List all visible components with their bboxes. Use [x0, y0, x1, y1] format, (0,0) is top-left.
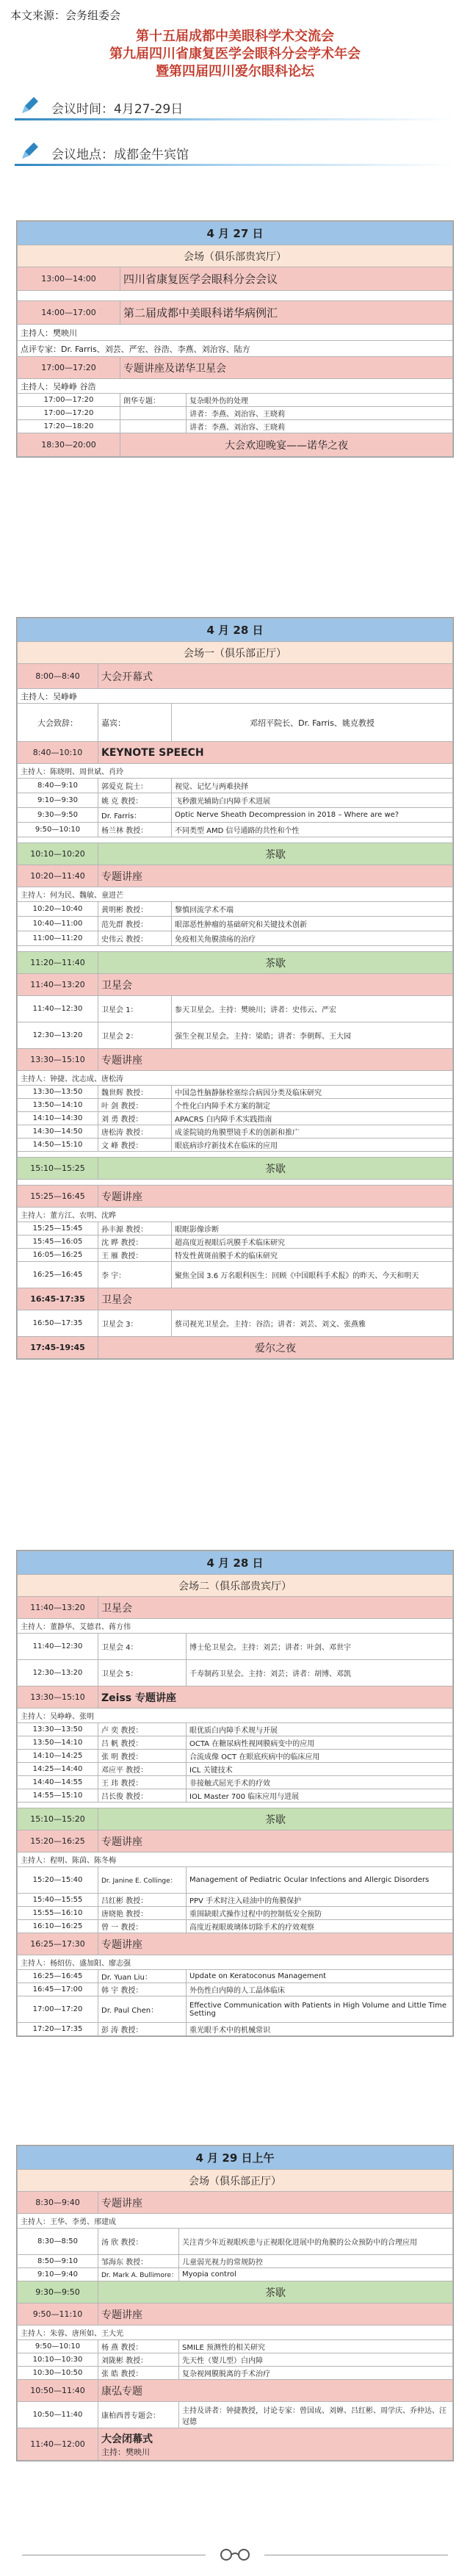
closing-cell: [98, 2428, 453, 2461]
speaker: 吕 帆 教授：: [98, 1736, 187, 1750]
time: 15:25—15:45: [18, 1222, 98, 1235]
topic: Myopia control: [179, 2268, 453, 2281]
speaker: 史伟云 教授：: [98, 931, 172, 946]
time: 18:30—20:00: [18, 433, 120, 457]
topic: 飞秒激光辅助白内障手术进展: [172, 793, 453, 808]
footer: [0, 2541, 470, 2571]
speaker: 汤 欣 教授：: [98, 2229, 179, 2255]
session-title: 专题讲座: [98, 1830, 453, 1852]
time: 10:20—11:40: [18, 865, 98, 887]
session-title: 第二届成都中美眼科诺华病例汇: [120, 301, 453, 325]
venue: 会场（俱乐部贵宾厅）: [18, 245, 453, 267]
meeting-time: 会议时间：4月27-29日: [51, 102, 184, 117]
time: 15:40—15:55: [18, 1894, 98, 1907]
speaker: 杨兰林 教授：: [98, 823, 172, 837]
time: 15:45—16:05: [18, 1235, 98, 1249]
time: 14:50—15:10: [18, 1139, 98, 1152]
topic: SMILE 预测性的相关研究: [179, 2340, 453, 2353]
speaker: 刘陇彬 教授：: [98, 2353, 179, 2367]
time: 13:00—14:00: [18, 267, 120, 291]
time: 16:50—17:35: [18, 1310, 98, 1337]
time: 17:20—17:35: [18, 2023, 98, 2036]
day-header: 4 月 27 日: [18, 222, 453, 245]
speaker: [120, 420, 187, 433]
time: 16:25—17:30: [18, 1933, 98, 1955]
speaker: 韩 宇 教授：: [98, 1983, 187, 1996]
topic: PPV 手术时注入硅油中的角膜保护: [187, 1894, 453, 1907]
speaker: 文 峰 教授：: [98, 1139, 172, 1152]
speaker: 卫星会 3：: [98, 1310, 172, 1337]
time: 9:50—10:10: [18, 823, 98, 837]
speaker: 吕红彬 教授：: [98, 1894, 187, 1907]
time: 11:40—13:20: [18, 1597, 98, 1619]
session-title: 专题讲座: [98, 1049, 453, 1071]
speaker: 黄明彬 教授：: [98, 902, 172, 917]
speaker: Dr. Paul Chen：: [98, 1996, 187, 2023]
topic: 参天卫星会。主持：樊映川；讲者：史伟云、严宏: [172, 996, 453, 1022]
venue: 会场二（俱乐部贵宾厅）: [18, 1575, 453, 1597]
host: 主持人：朱蓉、唐所如、王大光: [18, 2326, 453, 2340]
topic: 千寿制药卫星会。主持：刘芸；讲者：胡博、邓凯: [187, 1660, 453, 1686]
session-title: 专题讲座: [98, 2303, 453, 2326]
time: 12:30—13:20: [18, 1022, 98, 1049]
session-title: KEYNOTE SPEECH: [98, 742, 453, 764]
host: 主持人：吴峥峥 谷浩: [18, 379, 453, 394]
time: 11:40—13:20: [18, 974, 98, 996]
spacer: [18, 291, 453, 301]
time: 16:10—16:25: [18, 1920, 98, 1933]
break: 茶歇: [98, 2281, 453, 2303]
topic: 儿童弱光视力的常规防控: [179, 2255, 453, 2268]
host: 主持人：陈晓明、周世斌、肖玲: [18, 764, 453, 779]
speaker: 张 皓 教授：: [98, 2367, 179, 2380]
speaker: 卢 奕 教授：: [98, 1723, 187, 1736]
speaker: Dr. Yuan Liu：: [98, 1970, 187, 1983]
meeting-time-bar: [15, 88, 455, 126]
day-header: 4 月 28 日: [18, 1551, 453, 1575]
speaker: 王 玮 教授：: [98, 1776, 187, 1789]
time: 9:30—9:50: [18, 808, 98, 823]
topic: 高度近视眼玻璃体切除手术的疗效观察: [187, 1920, 453, 1933]
host: 主持人：樊映川: [18, 325, 453, 341]
topic: 博士伦卫星会。主持：刘芸；讲者：叶剑、邓世宇: [187, 1634, 453, 1660]
speaker: 刘 勇 教授：: [98, 1112, 172, 1125]
title-line-1: 第十五届成都中美眼科学术交流会: [136, 29, 334, 44]
divider: [15, 118, 455, 120]
speaker: [120, 407, 187, 420]
time: 10:20—10:40: [18, 902, 98, 917]
break: 茶歇: [98, 1158, 453, 1180]
time: 16:25—16:45: [18, 1262, 98, 1288]
topic: 中国急性脑静脉栓塞综合病因分类及临床研究: [172, 1086, 453, 1099]
spacer: [18, 946, 453, 952]
time: 13:50—14:10: [18, 1736, 98, 1750]
session-title: 爱尔之夜: [98, 1337, 453, 1359]
label: 嘉宾：: [98, 704, 172, 742]
speaker: 卫星会 5：: [98, 1660, 187, 1686]
speaker: 曾 一 教授：: [98, 1920, 187, 1933]
topic: 免疫相关角膜溃疡的治疗: [172, 931, 453, 946]
topic: 外伤性白内障的人工晶体临床: [187, 1983, 453, 1996]
pen-icon: [19, 141, 40, 162]
time: 16:05—16:25: [18, 1249, 98, 1262]
topic: 合流成像 OCT 在眼底疾病中的临床应用: [187, 1750, 453, 1763]
time: 11:40—12:00: [18, 2428, 98, 2461]
session-title: Zeiss 专题讲座: [98, 1686, 453, 1709]
topic: 视觉、记忆与两难抉择: [172, 779, 453, 793]
day-header: 4 月 28 日: [18, 618, 453, 642]
session-title: 卫星会: [98, 1597, 453, 1619]
host: 点评专家：Dr. Farris、刘芸、严宏、谷浩、李燕、刘治容、陆方: [18, 341, 453, 357]
topic: 重围缺眼式操作过程中的控制低安全预防: [187, 1907, 453, 1920]
speaker: 唐松涛 教授：: [98, 1125, 172, 1139]
meeting-place: 会议地点：成都金牛宾馆: [51, 148, 189, 162]
session-title: 专题讲座: [98, 2192, 453, 2214]
time: 9:10—9:40: [18, 2268, 98, 2281]
meeting-place-bar: [15, 134, 455, 172]
host: 主持人：董方江、农明、沈晔: [18, 1208, 453, 1222]
time: 11:20—11:40: [18, 952, 98, 974]
guests: 邓绍平院长、Dr. Farris、姚克教授: [172, 704, 453, 742]
break: 茶歇: [98, 1808, 453, 1830]
time: 14:40—14:55: [18, 1776, 98, 1789]
host: 主持人：何为民、魏敏、童进芒: [18, 887, 453, 902]
time: 9:30—9:50: [18, 2281, 98, 2303]
topic: 重光眼手术中的机械常识: [187, 2023, 453, 2036]
topic: 蔡司视光卫星会。主持：谷浩；讲者：刘芸、刘文、张燕雅: [172, 1310, 453, 1337]
topic: 成釜院镜的角膜塑镜手术的创新和推广: [172, 1125, 453, 1139]
session-title: 康弘专题: [98, 2380, 453, 2402]
conference-titles: [0, 25, 470, 81]
host: 主持人：杨绍仿、盛加阳、廖志强: [18, 1955, 453, 1970]
break: 茶歇: [98, 952, 453, 974]
source-note: 本文来源：会务组委会: [10, 9, 121, 22]
speaker: 卫星会 1：: [98, 996, 172, 1022]
session-title: 大会闭幕式: [101, 2433, 153, 2445]
time: 17:20—18:20: [18, 420, 120, 433]
time: 14:00—17:00: [18, 301, 120, 325]
time: 14:25—14:40: [18, 1763, 98, 1776]
time: 15:10—15:25: [18, 1158, 98, 1180]
host: 主持人：钟捷、沈志成、唐松涛: [18, 1071, 453, 1086]
glasses-icon: [217, 2547, 253, 2562]
time: 17:45-19:45: [18, 1337, 98, 1359]
session-title: 卫星会: [98, 1288, 453, 1310]
schedule-day2-hall2: [16, 1550, 454, 2037]
time: 10:50—11:40: [18, 2380, 98, 2402]
topic: Update on Keratoconus Management: [187, 1970, 453, 1983]
speaker: 张 明 教授：: [98, 1750, 187, 1763]
speaker: 吕长俊 教授：: [98, 1789, 187, 1803]
session-title: 专题讲座: [98, 1186, 453, 1208]
time: 15:10—15:20: [18, 1808, 98, 1830]
host: 主持人：程明、陈茵、陈冬梅: [18, 1852, 453, 1867]
session-title: 大会开幕式: [98, 664, 453, 689]
time: 14:30—14:50: [18, 1125, 98, 1139]
host: 主持：樊映川: [101, 2447, 150, 2457]
topic: Optic Nerve Sheath Decompression in 2018 – Where are we?: [172, 808, 453, 823]
speaker: 彭 涛 教授：: [98, 2023, 187, 2036]
divider: [15, 164, 455, 166]
topic: APACRS 白内障手术实践指南: [172, 1112, 453, 1125]
time: 8:30—9:40: [18, 2192, 98, 2214]
time: 11:00—11:20: [18, 931, 98, 946]
time: 11:40—12:30: [18, 1634, 98, 1660]
time: 16:25—16:45: [18, 1970, 98, 1983]
host: 主持人：董静华、艾德君、蒋方伟: [18, 1619, 453, 1634]
venue: 会场（俱乐部正厅）: [18, 2170, 453, 2192]
speaker: 康柏西普专题会：: [98, 2402, 179, 2428]
speaker: 孙丰源 教授：: [98, 1222, 172, 1235]
time: 15:20—15:40: [18, 1867, 98, 1894]
speaker: 朗华专题：: [120, 394, 187, 407]
break: 茶歇: [98, 843, 453, 865]
speaker: 叶 剑 教授：: [98, 1099, 172, 1112]
topic: 强生全视卫星会。主持：梁皓；讲者：李朝辉、王大园: [172, 1022, 453, 1049]
topic: 关注青少年近视眼疾患与正视眼化进展中的角膜的公众预防中的合理应用: [179, 2229, 453, 2255]
topic: 聚焦全国 3.6 万名眼科医生：回顾《中国眼科手术报》的昨天、今天和明天: [172, 1262, 453, 1288]
time: 17:00—17:20: [18, 357, 120, 379]
session-title: 专题讲座及诺华卫星会: [120, 357, 453, 379]
time: 17:00—17:20: [18, 1996, 98, 2023]
session-title: 专题讲座: [98, 865, 453, 887]
spacer: [18, 837, 453, 843]
time: 10:10—10:30: [18, 2353, 98, 2367]
spacer: [18, 1180, 453, 1186]
topic: Effective Communication with Patients in High Volume and Little Time Setting: [187, 1996, 453, 2023]
host: 主持人：吴峥峥: [18, 689, 453, 704]
speaker: 范先群 教授：: [98, 917, 172, 931]
speaker: 邓应平 教授：: [98, 1763, 187, 1776]
time: 14:10—14:30: [18, 1112, 98, 1125]
speaker: 魏世辉 教授：: [98, 1086, 172, 1099]
time: 13:30—13:50: [18, 1723, 98, 1736]
speaker: 王 雁 教授：: [98, 1249, 172, 1262]
topic: 黎慎回流学术不端: [172, 902, 453, 917]
time: 9:50—11:10: [18, 2303, 98, 2326]
topic: 复杂眼外伤的处理: [187, 394, 453, 407]
title-line-2: 第九届四川省康复医学会眼科分会学术年会: [109, 46, 361, 62]
host: 主持人：王华、李勇、邢建成: [18, 2214, 453, 2229]
speaker: Dr. Mark A. Bullimore：: [98, 2268, 179, 2281]
day-header: 4 月 29 日上午: [18, 2146, 453, 2170]
speaker: 郭爱克 院士：: [98, 779, 172, 793]
time: 13:30—15:10: [18, 1686, 98, 1709]
topic: 非接触式屈光手术的疗效: [187, 1776, 453, 1789]
topic: 讲者：李燕、刘治容、王晓莉: [187, 420, 453, 433]
time: 11:40—12:30: [18, 996, 98, 1022]
schedule-day2-hall1: [16, 617, 454, 1360]
speaker: 卫星会 2：: [98, 1022, 172, 1049]
topic: IOL Master 700 临床应用与进展: [187, 1789, 453, 1803]
time: 15:20—16:25: [18, 1830, 98, 1852]
topic: 眼部恶性肿瘤的基础研究和关键技术创新: [172, 917, 453, 931]
time: 10:40—11:00: [18, 917, 98, 931]
time: 9:50—10:10: [18, 2340, 98, 2353]
time: 17:00—17:20: [18, 407, 120, 420]
pen-icon: [19, 95, 40, 116]
time: 13:50—14:10: [18, 1099, 98, 1112]
topic: 个性化白内障手术方案的制定: [172, 1099, 453, 1112]
time: 10:30—10:50: [18, 2367, 98, 2380]
time: 13:30—15:10: [18, 1049, 98, 1071]
label: 大会致辞：: [18, 704, 98, 742]
speaker: 姚 克 教授：: [98, 793, 172, 808]
venue: 会场一（俱乐部正厅）: [18, 642, 453, 664]
session-title: 四川省康复医学会眼科分会会议: [120, 267, 453, 291]
topic: Management of Pediatric Ocular Infections and Allergic Disorders: [187, 1867, 453, 1894]
time: 16:45-17:35: [18, 1288, 98, 1310]
time: 15:55—16:10: [18, 1907, 98, 1920]
time: 8:50—9:10: [18, 2255, 98, 2268]
speaker: 李 宇：: [98, 1262, 172, 1288]
speaker: Dr. Farris：: [98, 808, 172, 823]
time: 13:30—13:50: [18, 1086, 98, 1099]
schedule-day3: [16, 2145, 454, 2461]
topic: ICL 关键技术: [187, 1763, 453, 1776]
topic: 不同类型 AMD 信号通路的共性和个性: [172, 823, 453, 837]
topic: 主持及讲者：钟捷教授，讨论专家：曾国成、刘婵、吕红彬、周学庆、乔仲达、汪冠德: [179, 2402, 453, 2428]
time: 8:00—8:40: [18, 664, 98, 689]
time: 8:40—9:10: [18, 779, 98, 793]
schedule-day1: [16, 220, 454, 458]
speaker: 杨 燕 教授：: [98, 2340, 179, 2353]
time: 10:10—10:20: [18, 843, 98, 865]
topic: 眼底病诊疗新技术在临床的应用: [172, 1139, 453, 1152]
time: 16:45—17:00: [18, 1983, 98, 1996]
spacer: [18, 1803, 453, 1808]
topic: OCTA 在糖尿病性视网膜病变中的应用: [187, 1736, 453, 1750]
speaker: 邹海东 教授：: [98, 2255, 179, 2268]
time: 14:55—15:10: [18, 1789, 98, 1803]
topic: 先天性（婴儿型）白内障: [179, 2353, 453, 2367]
time: 10:50—11:40: [18, 2402, 98, 2428]
topic: 超高度近视眼后巩膜手术临床研究: [172, 1235, 453, 1249]
host: 主持人：吴峥峥、张明: [18, 1709, 453, 1723]
speaker: 卫星会 4：: [98, 1634, 187, 1660]
time: 8:40—10:10: [18, 742, 98, 764]
topic: 讲者：李燕、刘治容、王晓莉: [187, 407, 453, 420]
speaker: 沈 晔 教授：: [98, 1235, 172, 1249]
topic: 复杂视网膜脱离的手术治疗: [179, 2367, 453, 2380]
session-title: 专题讲座: [98, 1933, 453, 1955]
topic: 眼眶影像诊断: [172, 1222, 453, 1235]
topic: 特发性黄斑前膜手术的临床研究: [172, 1249, 453, 1262]
session-title: 大会欢迎晚宴——诺华之夜: [120, 433, 453, 457]
title-line-3: 暨第四届四川爱尔眼科论坛: [156, 64, 314, 79]
time: 17:00—17:20: [18, 394, 120, 407]
speaker: Dr. Janine E. Collinge：: [98, 1867, 187, 1894]
spacer: [18, 1152, 453, 1158]
time: 8:30—8:50: [18, 2229, 98, 2255]
time: 15:25—16:45: [18, 1186, 98, 1208]
speaker: 唐晓艳 教授：: [98, 1907, 187, 1920]
time: 14:10—14:25: [18, 1750, 98, 1763]
time: 9:10—9:30: [18, 793, 98, 808]
session-title: 卫星会: [98, 974, 453, 996]
topic: 眼优质白内障手术规与开展: [187, 1723, 453, 1736]
time: 12:30—13:20: [18, 1660, 98, 1686]
